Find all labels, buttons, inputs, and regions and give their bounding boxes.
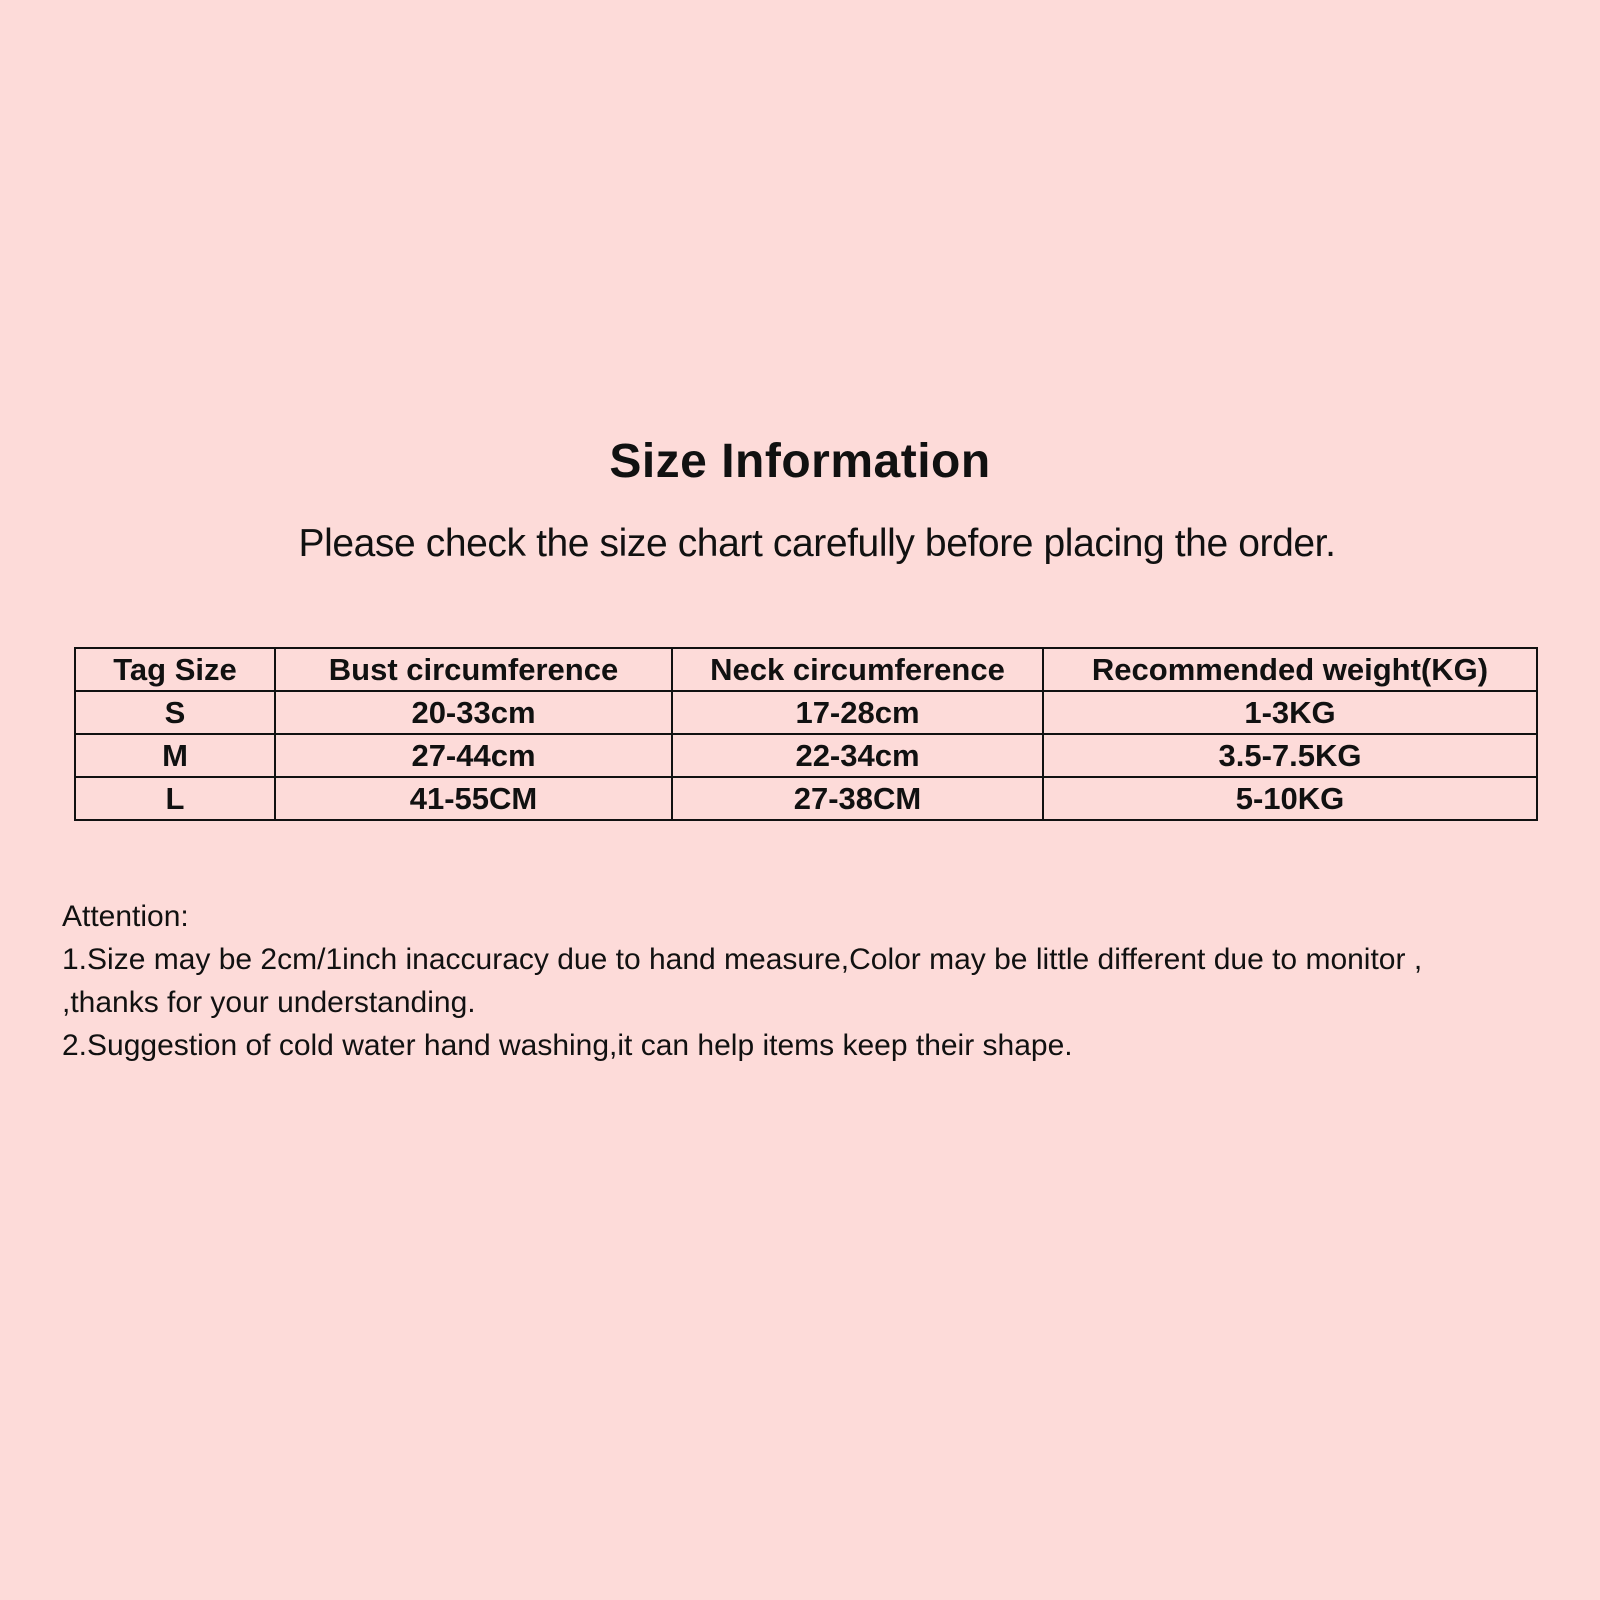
table-row [75, 691, 1537, 734]
table-row [75, 734, 1537, 777]
cell-neck: 17-28cm [672, 691, 1043, 734]
page-title: Size Information [609, 435, 991, 488]
column-header-neck: Neck circumference [672, 648, 1043, 691]
cell-bust: 27-44cm [275, 734, 672, 777]
column-header-bust: Bust circumference [275, 648, 672, 691]
cell-neck: 22-34cm [672, 734, 1043, 777]
attention-line: ,thanks for your understanding. [62, 986, 476, 1019]
cell-tag-size: L [75, 777, 275, 820]
cell-neck: 27-38CM [672, 777, 1043, 820]
attention-heading: Attention: [62, 900, 189, 933]
cell-bust: 41-55CM [275, 777, 672, 820]
cell-tag-size: S [75, 691, 275, 734]
table-row [75, 777, 1537, 820]
column-header-weight: Recommended weight(KG) [1043, 648, 1537, 691]
table-header-row [75, 648, 1537, 691]
attention-line: 1.Size may be 2cm/1inch inaccuracy due to hand measure,Color may be little different due to monitor , [62, 943, 1423, 976]
cell-weight: 1-3KG [1043, 691, 1537, 734]
cell-bust: 20-33cm [275, 691, 672, 734]
page-subtitle: Please check the size chart carefully before placing the order. [298, 522, 1336, 565]
attention-line: 2.Suggestion of cold water hand washing,it can help items keep their shape. [62, 1029, 1073, 1062]
column-header-tag-size: Tag Size [75, 648, 275, 691]
cell-weight: 3.5-7.5KG [1043, 734, 1537, 777]
cell-tag-size: M [75, 734, 275, 777]
cell-weight: 5-10KG [1043, 777, 1537, 820]
attention-notes [62, 895, 1542, 1067]
size-chart-table [74, 647, 1538, 821]
